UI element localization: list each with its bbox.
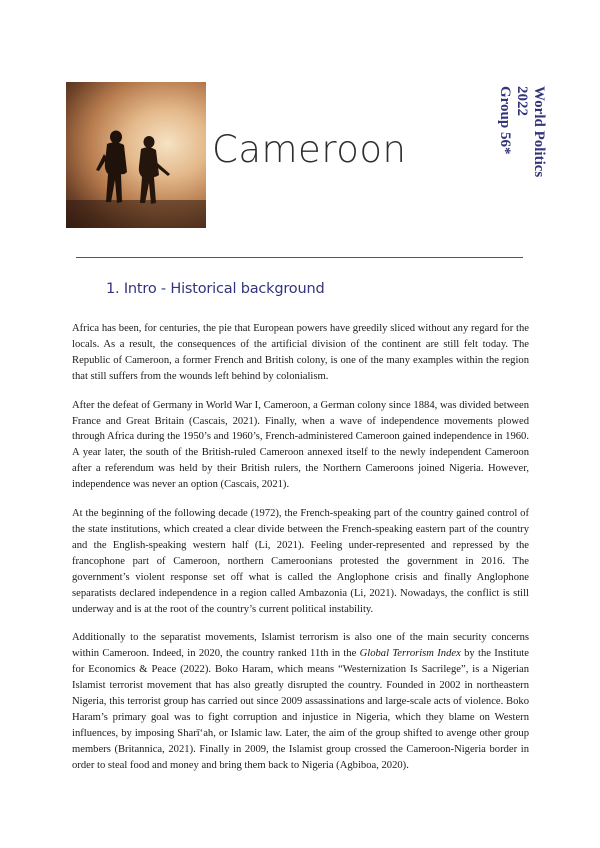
body-text xyxy=(72,321,529,787)
soldiers-silhouette-image xyxy=(66,82,206,228)
paragraph: After the defeat of Germany in World War I, Cameroon, a German colony since 1884, was divided between France and Great Britain (Cascais, 2021). Finally, when a wave of independence movements plowed through Africa during the 1950’s and 1960’s, French-administered Cameroon gained independence in 1960. A year later, the south of the British-ruled Cameroon annexed itself to the newly independent Cameroon after a referendum was held by their British rulers, the Northern Cameroons joined Nigeria. However, independence was never an option (Cascais, 2021). xyxy=(72,399,529,491)
side-label-course: World Politics xyxy=(531,86,547,178)
paragraph-text: Additionally to the separatist movements, Islamist terrorism is also one of the main security concerns within Cameroon. Indeed, in 2020, the country ranked 11th in the xyxy=(72,632,529,660)
paragraph xyxy=(72,630,529,773)
horizontal-divider xyxy=(76,257,523,258)
section-heading: 1. Intro - Historical background xyxy=(106,281,325,297)
side-label-group: Group 56* xyxy=(497,86,513,155)
soldiers-photo xyxy=(66,82,206,228)
paragraph-text: by the Institute for Economics & Peace (2022). Boko Haram, which means “Westernization Is Sacrilege”, is a Nigerian Islamist terrorist movement that has also greatly disrupted the country. Founded in 2002 in northeastern Nigeria, this terrorist group has carried out since 2009 assassinations and large-scale acts of violence. Boko Haram’s primary goal was to fight corruption and injustice in Nigeria, which they blame on Western influences, by imposing Sharī‘ah, or Islamic law. Later, the aim of the group shifted to avenge other group members (Britannica, 2021). Finally in 2009, the Islamist group crossed the Cameroon-Nigeria border in order to steal food and money and bring them back to Nigeria (Agbiboa, 2020). xyxy=(72,648,530,771)
paragraph: At the beginning of the following decade (1972), the French-speaking part of the country gained control of the state institutions, which created a clear divide between the French-speaking eastern part of the country and the English-speaking western half (Li, 2021). Feeling under-represented and repressed by the francophone part of Cameroon, northern Cameroonians protested the government in 2016. The government’s violent response set off what is called the Anglophone crisis and finally Anglophone separatists declared independence in a region called Ambazonia (Li, 2021). Nowadays, the conflict is still underway and is at the root of the country’s current political instability. xyxy=(72,508,529,615)
emphasized-title: Global Terrorism Index xyxy=(359,648,461,660)
page-title: Cameroon xyxy=(212,128,407,171)
side-label-year: 2022 xyxy=(514,86,530,116)
paragraph: Africa has been, for centuries, the pie that European powers have greedily sliced without any regard for the locals. As a result, the consequences of the artificial division of the continent are still felt today. The Republic of Cameroon, a former French and British colony, is one of the many examples within the region that still suffers from the wounds left behind by colonialism. xyxy=(72,323,529,382)
